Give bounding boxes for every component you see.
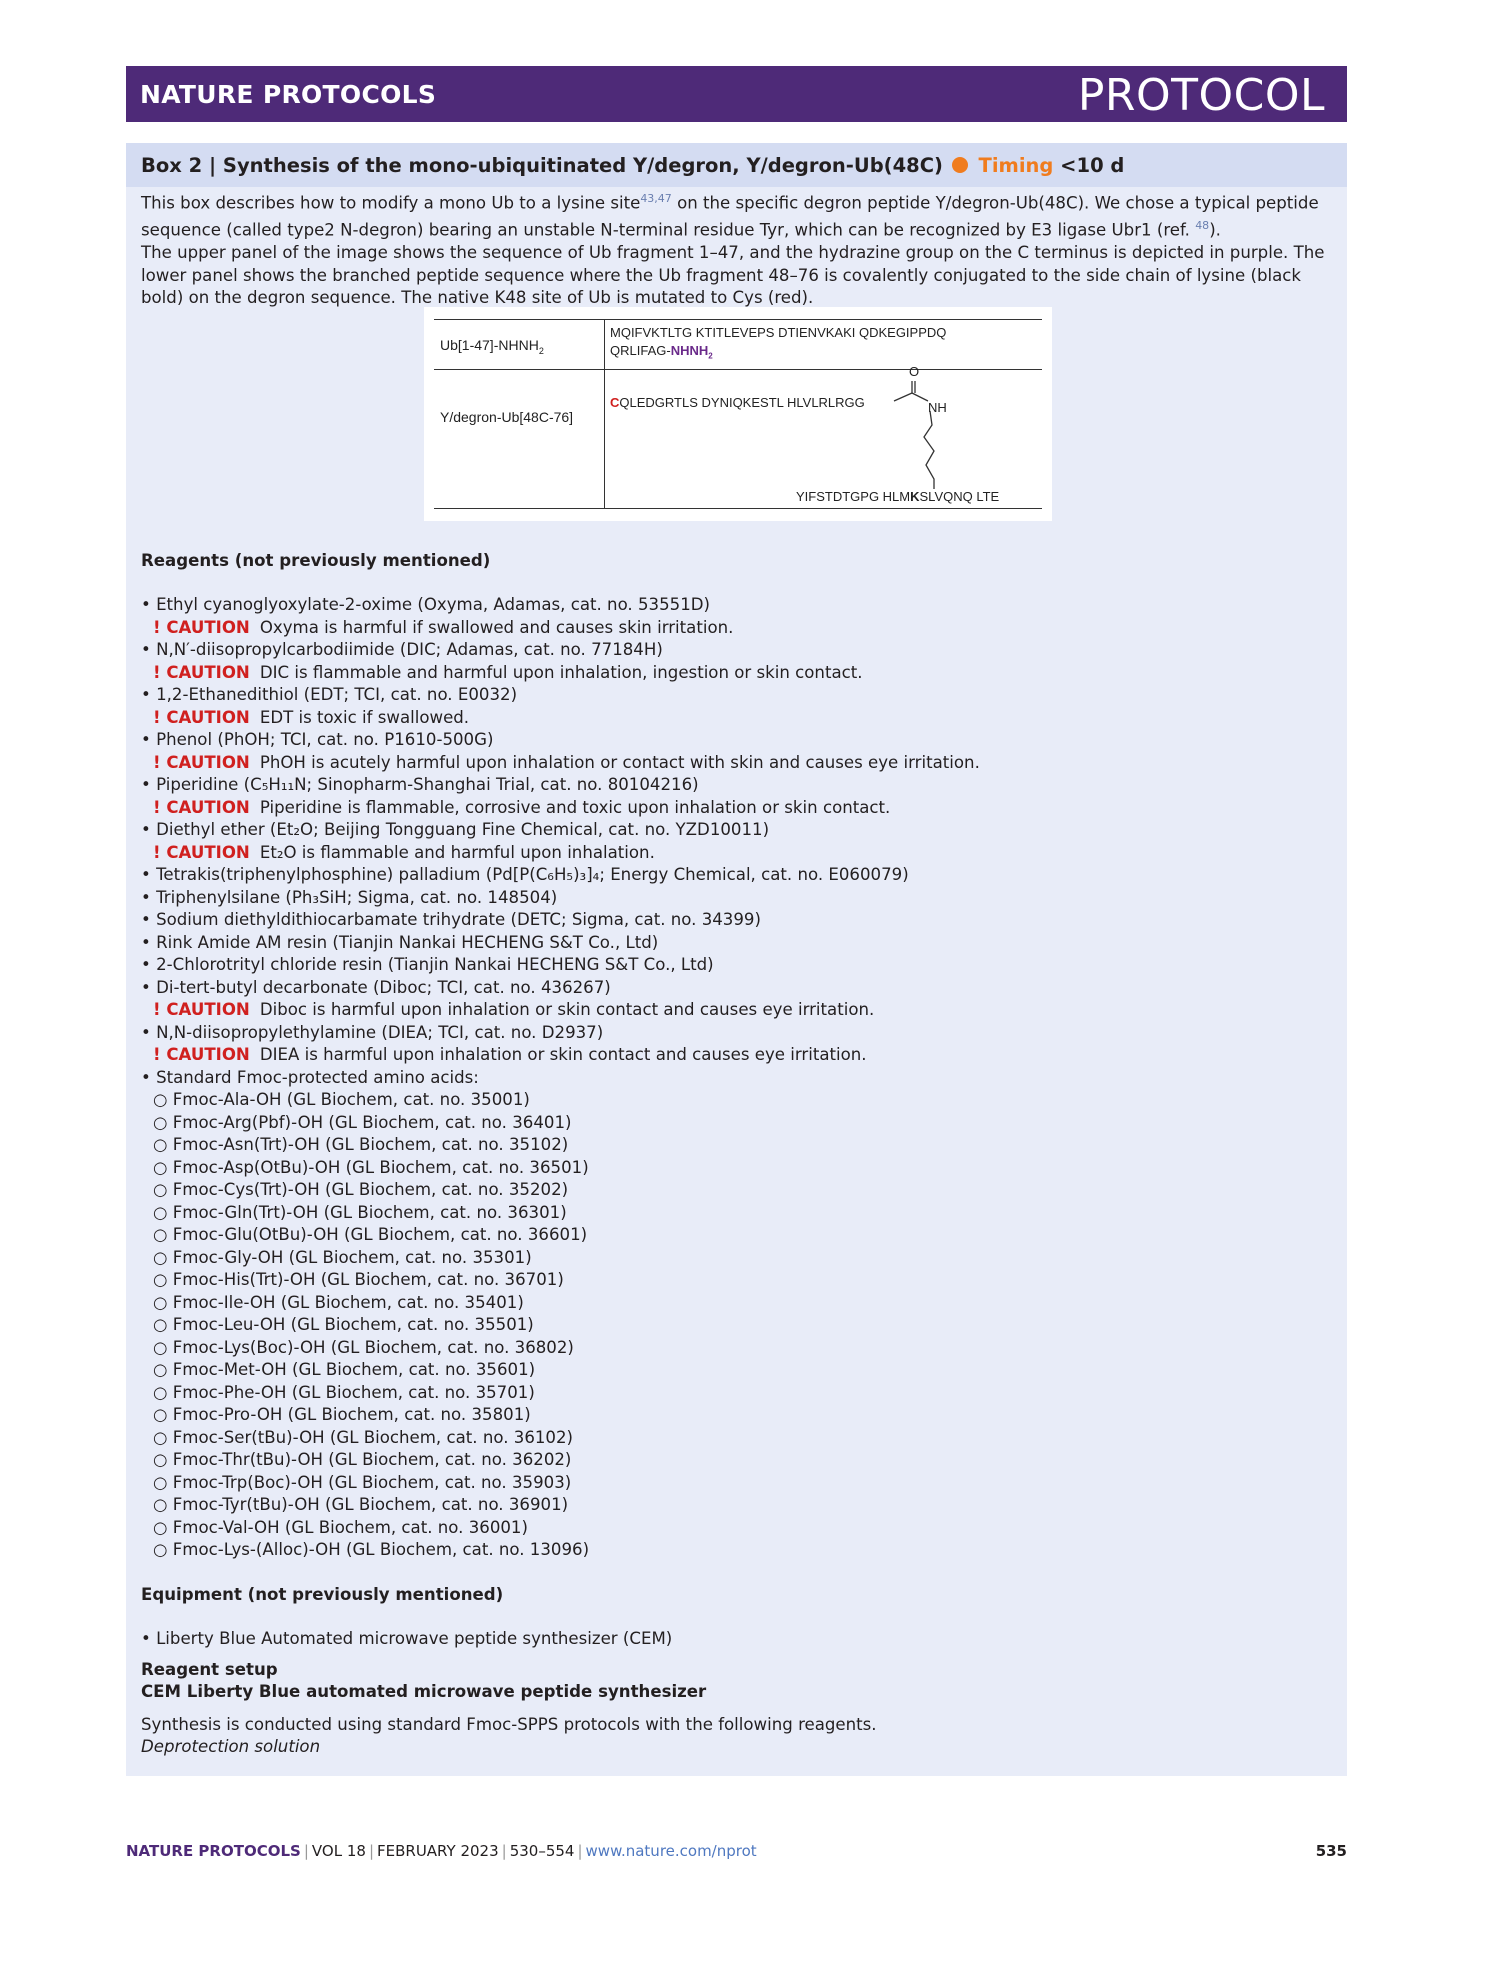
caution-label: ! CAUTION bbox=[153, 1045, 250, 1065]
amino-acid-item: ○ Fmoc-His(Trt)-OH (GL Biochem, cat. no. 36701) bbox=[153, 1270, 564, 1290]
amino-acid-item: ○ Fmoc-Lys-(Alloc)-OH (GL Biochem, cat. no. 13096) bbox=[153, 1540, 590, 1560]
caution-label: ! CAUTION bbox=[153, 752, 250, 772]
amino-acid-item: ○ Fmoc-Asn(Trt)-OH (GL Biochem, cat. no. 35102) bbox=[153, 1135, 569, 1155]
reagents-heading: Reagents (not previously mentioned) bbox=[141, 550, 491, 570]
reagent-item: • Ethyl cyanoglyoxylate-2-oxime (Oxyma, Adamas, cat. no. 53551D) bbox=[141, 595, 711, 615]
amino-acid-item: ○ Fmoc-Ala-OH (GL Biochem, cat. no. 35001) bbox=[153, 1090, 530, 1110]
reagent-item: • 1,2-Ethanedithiol (EDT; TCI, cat. no. E0032) bbox=[141, 685, 518, 705]
caution-note: ! CAUTION PhOH is acutely harmful upon inhalation or contact with skin and causes eye irritation. bbox=[153, 752, 980, 772]
deprotection-solution-label: Deprotection solution bbox=[141, 1737, 321, 1757]
reagent-item: • N,N′-diisopropylcarbodiimide (DIC; Adamas, cat. no. 77184H) bbox=[141, 640, 663, 660]
amino-acid-item: ○ Fmoc-Lys(Boc)-OH (GL Biochem, cat. no. 36802) bbox=[153, 1337, 574, 1357]
timing-dot-icon bbox=[952, 157, 968, 173]
hydrazine-group: NHNH bbox=[670, 343, 709, 358]
page-footer: NATURE PROTOCOLS | VOL 18 | FEBRUARY 2023 | 530–554 | www.nature.com/nprot 535 bbox=[126, 1842, 1347, 1860]
equipment-item: • Liberty Blue Automated microwave peptide synthesizer (CEM) bbox=[141, 1629, 673, 1649]
amino-acid-item: ○ Fmoc-Leu-OH (GL Biochem, cat. no. 35501) bbox=[153, 1315, 534, 1335]
reagent-item: • Di-tert-butyl decarbonate (Diboc; TCI, cat. no. 436267) bbox=[141, 977, 611, 997]
timing-value: <10 d bbox=[1060, 154, 1125, 177]
box-2 bbox=[126, 143, 1347, 1776]
caution-note: ! CAUTION DIEA is harmful upon inhalation or skin contact and causes eye irritation. bbox=[153, 1045, 867, 1065]
footer-journal: NATURE PROTOCOLS bbox=[126, 1842, 301, 1860]
reference-link[interactable]: 43,47 bbox=[640, 192, 672, 205]
row1-label: $Ub[1-47]-NHNH_2$ bbox=[440, 337, 544, 356]
amino-acid-item: ○ Fmoc-Phe-OH (GL Biochem, cat. no. 35701) bbox=[153, 1382, 535, 1402]
amino-acid-item: ○ Fmoc-Gln(Trt)-OH (GL Biochem, cat. no. 36301) bbox=[153, 1202, 567, 1222]
amide-nh: NH bbox=[928, 400, 947, 415]
reagent-item: • Phenol (PhOH; TCI, cat. no. P1610-500G) bbox=[141, 730, 494, 750]
intro1-text-c: ). bbox=[1209, 220, 1221, 240]
intro-paragraph-1 bbox=[141, 188, 1336, 242]
caution-label: ! CAUTION bbox=[153, 662, 250, 682]
reagent-setup-heading: Reagent setup bbox=[141, 1659, 278, 1679]
amino-acid-item: ○ Fmoc-Asp(OtBu)-OH (GL Biochem, cat. no. 36501) bbox=[153, 1157, 589, 1177]
amino-acid-item: ○ Fmoc-Cys(Trt)-OH (GL Biochem, cat. no. 35202) bbox=[153, 1180, 569, 1200]
row2-label: Y/degron-Ub[48C-76] bbox=[440, 409, 574, 425]
amino-acid-item: ○ Fmoc-Glu(OtBu)-OH (GL Biochem, cat. no. 36601) bbox=[153, 1225, 588, 1245]
reagent-item: • Triphenylsilane (Ph₃SiH; Sigma, cat. no. 148504) bbox=[141, 887, 558, 907]
amino-acid-item: ○ Fmoc-Ser(tBu)-OH (GL Biochem, cat. no. 36102) bbox=[153, 1427, 574, 1447]
equipment-list bbox=[141, 1628, 1336, 1651]
reagent-item: • Tetrakis(triphenylphosphine) palladium (Pd[P(C₆H₅)₃]₄; Energy Chemical, cat. no. E060079) bbox=[141, 865, 909, 885]
footer-date: FEBRUARY 2023 bbox=[377, 1842, 499, 1860]
reagent-item: • Standard Fmoc-protected amino acids: bbox=[141, 1067, 479, 1087]
intro1-text-a: This box describes how to modify a mono Ub to a lysine site bbox=[141, 193, 641, 213]
equipment-heading: Equipment (not previously mentioned) bbox=[141, 1584, 504, 1604]
degron-sequence: YIFSTDTGPG HLMKSLVQNQ LTE bbox=[796, 489, 1000, 504]
footer-pages: 530–554 bbox=[509, 1842, 575, 1860]
page-number: 535 bbox=[1315, 1842, 1347, 1860]
intro-paragraph-2: The upper panel of the image shows the sequence of Ub fragment 1–47, and the hydrazine group on the C terminus is depicted in purple. The lower panel shows the branched peptide sequence where the Ub fragment 48–76 is covalently conjugated to the side chain of lysine (black bold) on the degron sequence. The native K48 site of Ub is mutated to Cys (red). bbox=[141, 243, 1325, 308]
ub-fragment-seq-line1: MQIFVKTLTG KTITLEVEPS DTIENVKAKI QDKEGIPPDQ bbox=[610, 325, 947, 340]
reagent-item: • 2-Chlorotrityl chloride resin (Tianjin Nankai HECHENG S&T Co., Ltd) bbox=[141, 955, 714, 975]
caution-label: ! CAUTION bbox=[153, 707, 250, 727]
reference-link[interactable]: 48 bbox=[1195, 219, 1210, 233]
footer-url[interactable]: www.nature.com/nprot bbox=[585, 1842, 757, 1860]
amino-acid-item: ○ Fmoc-Pro-OH (GL Biochem, cat. no. 35801) bbox=[153, 1405, 531, 1425]
amino-acid-item: ○ Fmoc-Trp(Boc)-OH (GL Biochem, cat. no. 35903) bbox=[153, 1472, 572, 1492]
reagent-item: • Sodium diethyldithiocarbamate trihydrate (DETC; Sigma, cat. no. 34399) bbox=[141, 910, 761, 930]
intro1-text-b: on the specific degron peptide Y/degron-Ub(48C). We chose a typical peptide sequence (called type2 N-degron) bearing an unstable N-terminal residue Tyr, which can be recognized by E3 ligase Ubr1 (ref. bbox=[141, 193, 1319, 240]
amino-acid-item: ○ Fmoc-Thr(tBu)-OH (GL Biochem, cat. no. 36202) bbox=[153, 1450, 572, 1470]
reagent-setup-subheading: CEM Liberty Blue automated microwave peptide synthesizer bbox=[141, 1682, 707, 1702]
journal-header-bar bbox=[126, 66, 1347, 122]
amino-acid-item: ○ Fmoc-Val-OH (GL Biochem, cat. no. 36001) bbox=[153, 1517, 528, 1537]
cys-48-residue: C bbox=[610, 395, 620, 410]
caution-label: ! CAUTION bbox=[153, 617, 250, 637]
caution-note: ! CAUTION DIC is flammable and harmful upon inhalation, ingestion or skin contact. bbox=[153, 662, 863, 682]
reagent-item: • Rink Amide AM resin (Tianjin Nankai HECHENG S&T Co., Ltd) bbox=[141, 932, 659, 952]
ub-fragment-seq-line2: QRLIFAG-$NHNH_2$ bbox=[610, 343, 713, 361]
box-title-text: Box 2 | Synthesis of the mono-ubiquitinated Y/degron, Y/degron-Ub(48C) bbox=[141, 154, 943, 177]
reagent-item: • Diethyl ether (Et₂O; Beijing Tongguang Fine Chemical, cat. no. YZD10011) bbox=[141, 820, 770, 840]
reagent-item: • Piperidine (C₅H₁₁N; Sinopharm-Shanghai Trial, cat. no. 80104216) bbox=[141, 775, 699, 795]
caution-note: ! CAUTION Piperidine is flammable, corrosive and toxic upon inhalation or skin contact. bbox=[153, 797, 891, 817]
caution-note: ! CAUTION Et₂O is flammable and harmful upon inhalation. bbox=[153, 842, 655, 862]
reagent-list bbox=[141, 594, 1336, 1562]
amino-acid-item: ○ Fmoc-Ile-OH (GL Biochem, cat. no. 35401) bbox=[153, 1292, 524, 1312]
article-type: PROTOCOL bbox=[1077, 70, 1325, 121]
ub-48-76-sequence: CQLEDGRTLS DYNIQKESTL HLVLRLRGG bbox=[610, 395, 865, 410]
amino-acid-item: ○ Fmoc-Gly-OH (GL Biochem, cat. no. 35301) bbox=[153, 1247, 532, 1267]
caution-note: ! CAUTION EDT is toxic if swallowed. bbox=[153, 707, 470, 727]
amino-acid-item: ○ Fmoc-Tyr(tBu)-OH (GL Biochem, cat. no. 36901) bbox=[153, 1495, 569, 1515]
conjugated-lysine: K bbox=[910, 489, 920, 504]
caution-note: ! CAUTION Oxyma is harmful if swallowed and causes skin irritation. bbox=[153, 617, 734, 637]
box-title-bar bbox=[126, 143, 1347, 187]
caution-note: ! CAUTION Diboc is harmful upon inhalation or skin contact and causes eye irritation. bbox=[153, 1000, 875, 1020]
amino-acid-item: ○ Fmoc-Met-OH (GL Biochem, cat. no. 35601) bbox=[153, 1360, 536, 1380]
reagent-setup-text: Synthesis is conducted using standard Fmoc-SPPS protocols with the following reagents. bbox=[141, 1714, 877, 1734]
amino-acid-item: ○ Fmoc-Arg(Pbf)-OH (GL Biochem, cat. no. 36401) bbox=[153, 1112, 572, 1132]
sequence-figure bbox=[424, 307, 1052, 521]
box-title bbox=[141, 154, 1124, 177]
journal-name: NATURE PROTOCOLS bbox=[140, 80, 437, 109]
caution-label: ! CAUTION bbox=[153, 797, 250, 817]
carbonyl-oxygen: O bbox=[909, 364, 920, 379]
timing-label: Timing bbox=[978, 154, 1054, 177]
footer-volume: VOL 18 bbox=[311, 1842, 366, 1860]
caution-label: ! CAUTION bbox=[153, 1000, 250, 1020]
caution-label: ! CAUTION bbox=[153, 842, 250, 862]
reagent-item: • N,N-diisopropylethylamine (DIEA; TCI, cat. no. D2937) bbox=[141, 1022, 604, 1042]
